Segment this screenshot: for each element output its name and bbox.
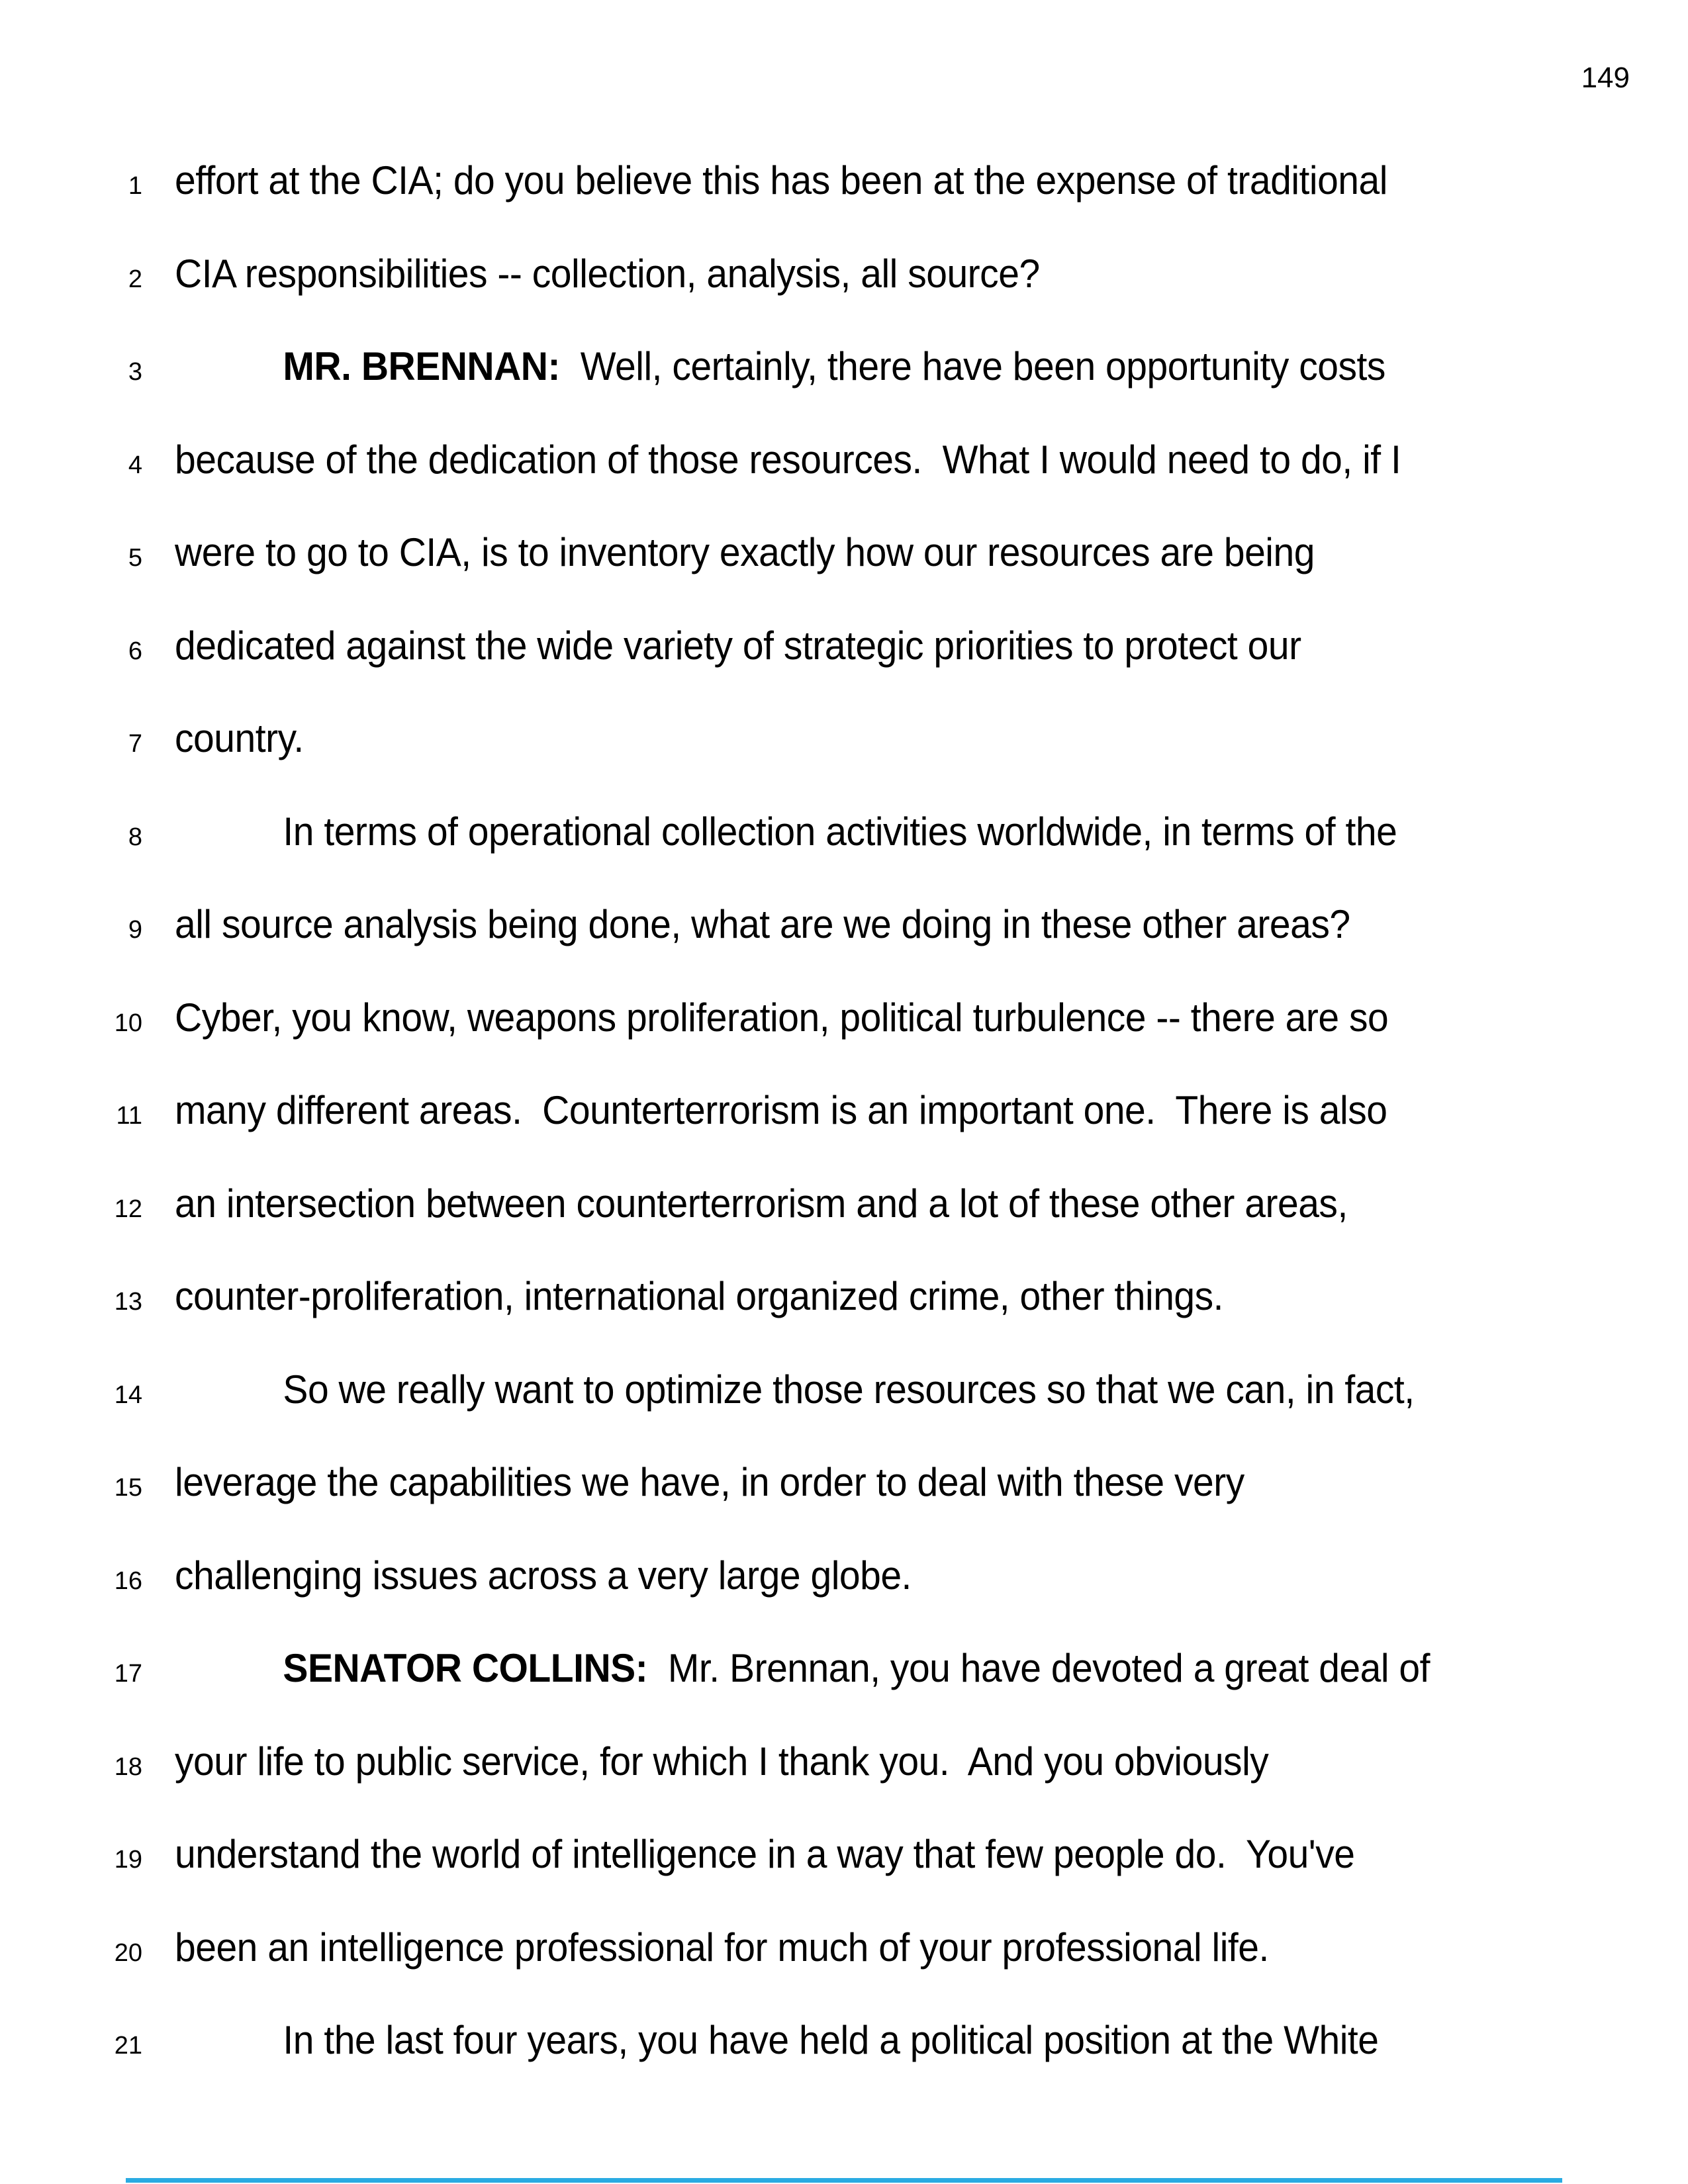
line-text: CIA responsibilities -- collection, analysis, all source?: [175, 251, 1040, 296]
transcript-line: [0, 2018, 1688, 2114]
page-number: 149: [1581, 62, 1630, 94]
line-text: many different areas. Counterterrorism is an important one. There is also: [175, 1088, 1387, 1132]
line-text: your life to public service, for which I thank you. And you obviously: [175, 1739, 1269, 1784]
transcript-line: [0, 902, 1688, 998]
line-number: 12: [114, 1195, 142, 1223]
line-number: 11: [116, 1102, 142, 1130]
transcript-line: [0, 1088, 1688, 1184]
transcript-line: [0, 1274, 1688, 1370]
line-number: 9: [128, 916, 142, 944]
line-number: 4: [128, 451, 142, 479]
line-text: leverage the capabilities we have, in order to deal with these very: [175, 1460, 1244, 1504]
line-number: 6: [128, 637, 142, 665]
line-text: In the last four years, you have held a political position at the White: [283, 2018, 1379, 2062]
transcript-line: [0, 251, 1688, 347]
line-number: 19: [114, 1846, 142, 1874]
line-text: counter-proliferation, international organized crime, other things.: [175, 1274, 1224, 1318]
transcript-line: [0, 344, 1688, 440]
transcript-line: [0, 1181, 1688, 1277]
transcript-line: [0, 1646, 1688, 1742]
line-text: been an intelligence professional for much of your professional life.: [175, 1925, 1269, 1970]
line-number: 21: [114, 2032, 142, 2060]
line-number: 5: [128, 544, 142, 572]
line-number: 10: [114, 1009, 142, 1037]
transcript-line: [0, 623, 1688, 719]
speaker-label: MR. BRENNAN:: [283, 344, 561, 388]
line-number: 20: [114, 1938, 142, 1967]
line-text: effort at the CIA; do you believe this has been at the expense of traditional: [175, 158, 1387, 203]
line-text: So we really want to optimize those resources so that we can, in fact,: [283, 1367, 1415, 1412]
line-text: MR. BRENNAN: Well, certainly, there have been opportunity costs: [283, 344, 1385, 388]
line-text: challenging issues across a very large globe.: [175, 1553, 912, 1598]
transcript-line: [0, 1553, 1688, 1649]
transcript-line: [0, 158, 1688, 254]
line-text: SENATOR COLLINS: Mr. Brennan, you have devoted a great deal of: [283, 1646, 1430, 1690]
line-number: 14: [114, 1381, 142, 1409]
line-text: because of the dedication of those resources. What I would need to do, if I: [175, 437, 1401, 482]
line-number: 18: [114, 1752, 142, 1781]
line-number: 1: [128, 172, 142, 200]
line-text: In terms of operational collection activities worldwide, in terms of the: [283, 809, 1397, 854]
line-number: 7: [128, 730, 142, 758]
line-text: country.: [175, 716, 304, 760]
line-number: 13: [114, 1288, 142, 1316]
line-number: 17: [114, 1660, 142, 1688]
transcript-line: [0, 1832, 1688, 1928]
line-text: Cyber, you know, weapons proliferation, political turbulence -- there are so: [175, 995, 1389, 1040]
transcript-line: [0, 1367, 1688, 1463]
line-text: understand the world of intelligence in a way that few people do. You've: [175, 1832, 1355, 1876]
line-text: were to go to CIA, is to inventory exactly how our resources are being: [175, 530, 1315, 574]
transcript-line: [0, 809, 1688, 905]
footer-rule: [126, 2178, 1562, 2183]
line-number: 8: [128, 823, 142, 851]
line-text: an intersection between counterterrorism and a lot of these other areas,: [175, 1181, 1348, 1226]
transcript-line: [0, 1739, 1688, 1835]
line-text: dedicated against the wide variety of strategic priorities to protect our: [175, 623, 1301, 668]
line-number: 16: [114, 1567, 142, 1595]
transcript-lines: [0, 158, 1688, 2114]
transcript-line: [0, 530, 1688, 626]
line-number: 3: [128, 358, 142, 386]
transcript-line: [0, 716, 1688, 812]
transcript-line: [0, 995, 1688, 1091]
line-text: all source analysis being done, what are we doing in these other areas?: [175, 902, 1350, 946]
line-number: 15: [114, 1474, 142, 1502]
speaker-label: SENATOR COLLINS:: [283, 1646, 648, 1690]
transcript-line: [0, 1460, 1688, 1556]
transcript-line: [0, 1925, 1688, 2021]
transcript-line: [0, 437, 1688, 533]
line-number: 2: [128, 265, 142, 293]
